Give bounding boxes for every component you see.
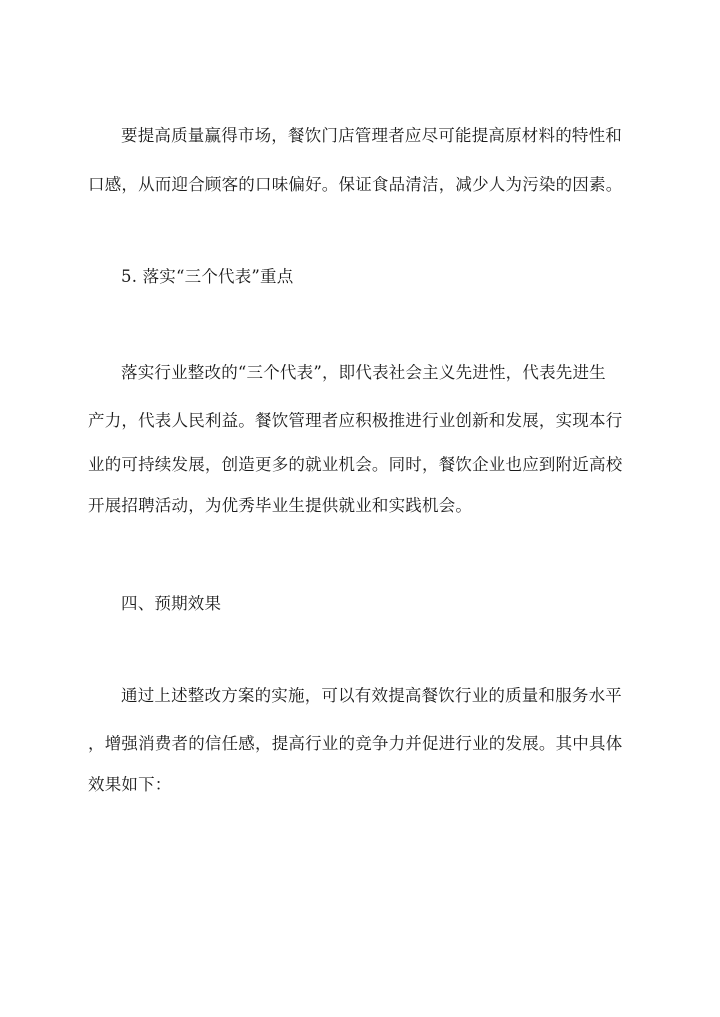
paragraph-line: 落实行业整改的“三个代表”，即代表社会主义先进性，代表先进生: [121, 363, 606, 382]
paragraph-line: 效果如下：: [88, 775, 172, 794]
paragraph-line: 开展招聘活动，为优秀毕业生提供就业和实践机会。: [88, 496, 473, 515]
paragraph-line: 口感，从而迎合顾客的口味偏好。保证食品清洁，减少人为污染的因素。: [88, 175, 623, 194]
paragraph-line: 要提高质量赢得市场，餐饮门店管理者应尽可能提高原材料的特性和: [121, 126, 622, 145]
paragraph-line: 产力，代表人民利益。餐饮管理者应积极推进行业创新和发展，实现本行: [88, 411, 623, 430]
section-heading: 5. 落实“三个代表”重点: [121, 267, 294, 286]
paragraph-line: ，增强消费者的信任感，提高行业的竞争力并促进行业的发展。其中具体: [88, 734, 623, 753]
paragraph-line: 业的可持续发展，创造更多的就业机会。同时，餐饮企业也应到附近高校: [88, 455, 623, 474]
paragraph-line: 通过上述整改方案的实施，可以有效提高餐饮行业的质量和服务水平: [121, 686, 622, 705]
section-heading: 四、预期效果: [121, 594, 222, 613]
